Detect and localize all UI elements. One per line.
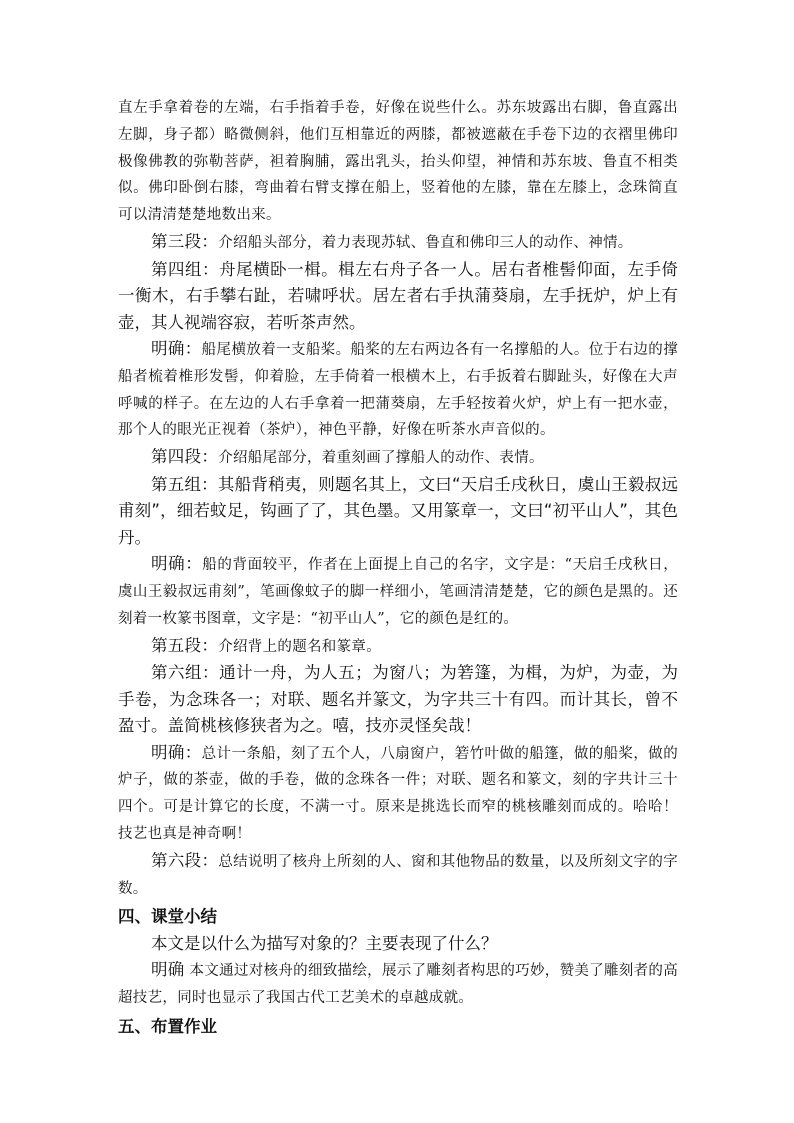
- paragraph-5-summary: [118, 633, 678, 661]
- summary-lead: 第六段：: [151, 850, 219, 870]
- continued-explanation: 直左手拿着卷的左端，右手指着手卷，好像在说些什么。苏东坡露出右脚，鲁直露出左脚，身子都）略微侧斜，他们互相靠近的两膝，都被遮蔽在手卷下边的衣褶里佛印极像佛教的弥勒菩萨，袒着胸脯，露出乳头，抬头仰望，神情和苏东坡、鲁直不相类似。佛印卧倒右膝，弯曲着右臂支撑在船上，竖着他的左膝，靠在左膝上，念珠简直可以清清楚楚地数出来。: [118, 100, 678, 224]
- explanation-lead: 明确：: [151, 554, 203, 574]
- explanation-text: 船的背面较平，作者在上面提上自己的名字，文字是：“天启壬戌秋日，虞山王毅叔远甫刻”，笔画像蚊子的脚一样细小，笔画清清楚楚，它的颜色是黑的。还刻着一枚篆书图章，文字是：“初平山人”，它的颜色是红的。: [118, 557, 678, 627]
- paragraph-3-summary: [118, 229, 678, 257]
- group-6-original: 第六组：通计一舟，为人五；为窗八；为箬篷，为楫，为炉，为壶，为手卷，为念珠各一；对联、题名并篆文，为字共三十有四。而计其长，曾不盈寸。盖简桃核修狭者为之。嘻，技亦灵怪矣哉！: [118, 663, 678, 736]
- section-4-question: 本文是以什么为描写对象的？主要表现了什么？: [151, 933, 498, 953]
- group-5-explanation: [118, 551, 678, 632]
- paragraph-6-summary: [118, 848, 678, 903]
- group-4-explanation: [118, 336, 678, 444]
- group-5-original: 第五组：其船背稍夷，则题名其上，文曰“天启壬戌秋日，虞山王毅叔远甫刻”，细若蚊足，钩画了了，其色墨。又用篆章一，文曰“初平山人”，其色丹。: [118, 474, 678, 547]
- explanation-lead: 明确：: [151, 339, 202, 358]
- answer-text: 本文通过对核舟的细致描绘，展示了雕刻者构思的巧妙，赞美了雕刻者的高超技艺，同时也显示了我国古代工艺美术的卓越成就。: [118, 963, 678, 1006]
- explanation-text: 船尾横放着一支船桨。船桨的左右两边各有一名撑船的人。位于右边的撑船者梳着椎形发髻，仰着脸，左手倚着一根横木上，右手扳着右脚趾头，好像在大声呼喊的样子。在左边的人右手拿着一把蒲葵扇，左手轻按着火炉，炉上有一把水壶，那个人的眼光正视着（茶炉），神色平静，好像在听茶水声音似的。: [118, 342, 678, 439]
- paragraph-4-summary: [118, 444, 678, 472]
- summary-lead: 第三段：: [151, 231, 219, 251]
- section-4-answer: [118, 957, 678, 1012]
- group-4-original: 第四组：舟尾横卧一楫。楫左右舟子各一人。居右者椎髻仰面，左手倚一衡木，右手攀右趾，若啸呼状。居左者右手执蒲葵扇，左手抚炉，炉上有壶，其人视端容寂，若听茶声然。: [118, 259, 678, 332]
- section-4-heading: 四、课堂小结: [118, 907, 217, 927]
- summary-text: 介绍船尾部分，着重刻画了撑船人的动作、表情。: [218, 450, 544, 467]
- explanation-lead: 明确：: [151, 742, 202, 762]
- summary-text: 介绍船头部分，着力表现苏轼、鲁直和佛印三人的动作、神情。: [218, 234, 633, 251]
- summary-text: 介绍背上的题名和篆章。: [218, 638, 382, 655]
- document-page: [118, 95, 678, 1040]
- answer-lead: 明确: [151, 960, 185, 980]
- summary-lead: 第四段：: [151, 447, 219, 467]
- summary-lead: 第五段：: [151, 635, 219, 655]
- section-5-heading: 五、布置作业: [118, 1016, 217, 1036]
- summary-text: 总结说明了核舟上所刻的人、窗和其他物品的数量，以及所刻文字的字数。: [118, 853, 679, 897]
- explanation-text: 总计一条船，刻了五个人，八扇窗户，箬竹叶做的船篷，做的船桨，做的炉子，做的茶壶，做的手卷，做的念珠各一件；对联、题名和篆文，刻的字共计三十四个。可是计算它的长度，不满一寸。原来是挑选长而窄的桃核雕刻而成的。哈哈！技艺也真是神奇啊！: [118, 745, 678, 842]
- group-6-explanation: [118, 740, 678, 848]
